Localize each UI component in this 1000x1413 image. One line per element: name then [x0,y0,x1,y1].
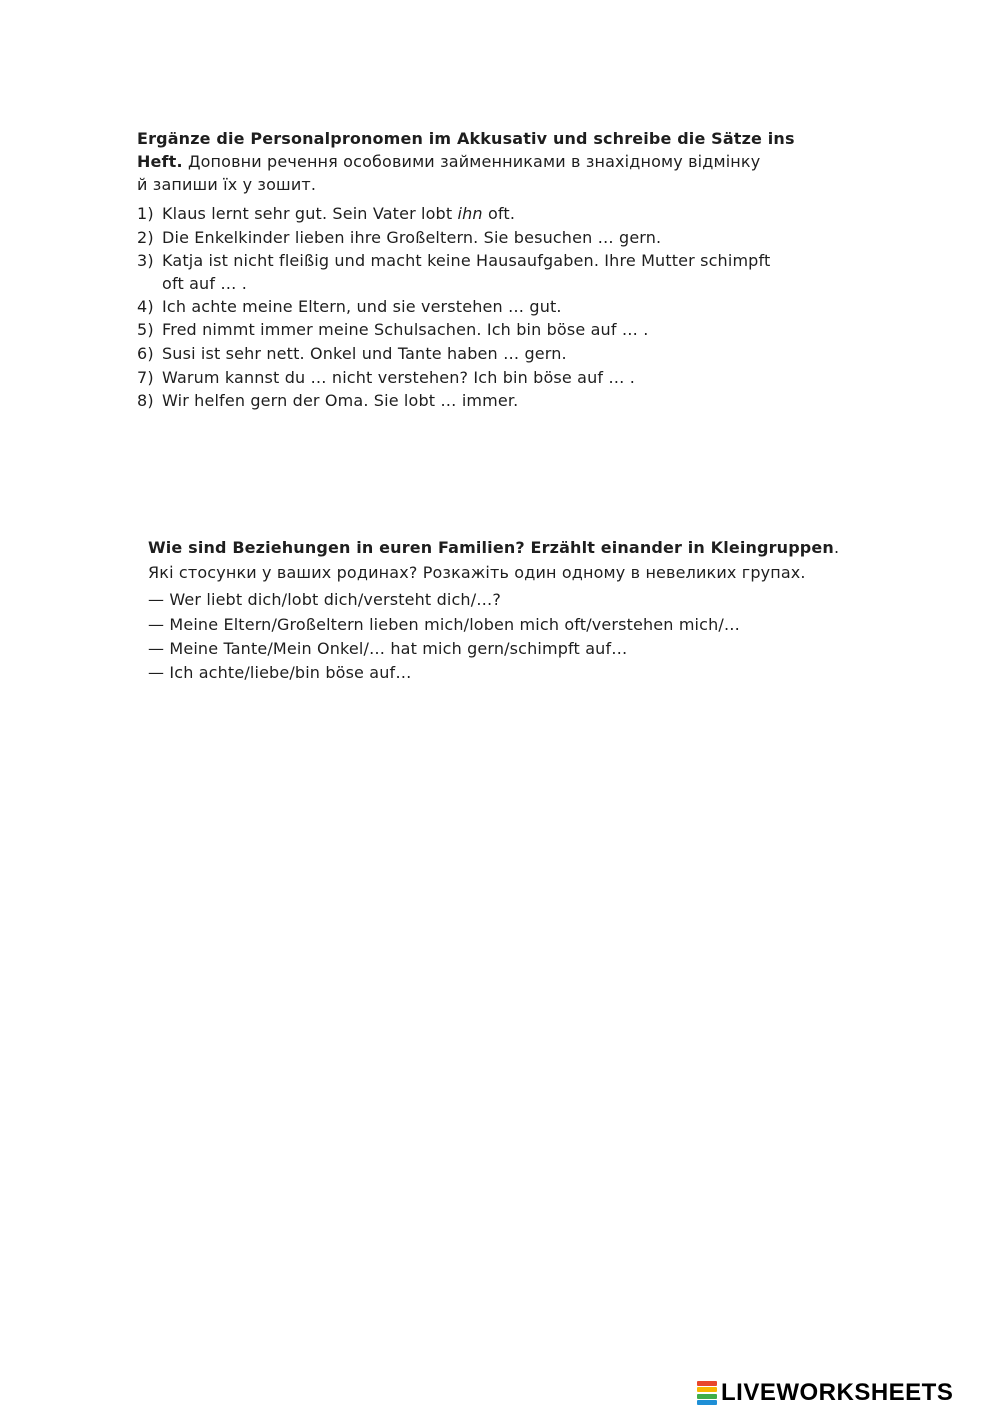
task1-heading-line2 [137,151,760,173]
task2-heading-period: . [833,538,840,557]
task2-dialogue-line: — Wer liebt dich/lobt dich/versteht dich/…? [148,590,502,609]
logo-stripe-blue [697,1400,717,1405]
logo-stripe-red [697,1381,717,1386]
task2-heading-line [148,537,839,559]
task2-dialogue-line: — Meine Tante/Mein Onkel/… hat mich gern/schimpft auf… [148,639,628,658]
item-text: Warum kannst du … nicht verstehen? Ich bin böse auf … . [162,368,636,387]
item-text: Katja ist nicht fleißig und macht keine Hausaufgaben. Ihre Mutter schimpft [162,251,771,270]
task1-heading: Ergänze die Personalpronomen im Akkusativ und schreibe die Sätze ins [137,129,795,148]
logo-stripe-green [697,1394,717,1399]
task1-item [137,390,518,412]
logo-stripe-yellow [697,1387,717,1392]
item-number: 8) [137,391,154,410]
item-text: Wir helfen gern der Oma. Sie lobt … immer. [162,391,519,410]
task1-item [137,227,661,249]
logo-text: LIVEWORKSHEETS [721,1379,954,1406]
task1-heading-bold-part: Heft. [137,152,183,171]
item-number: 2) [137,228,154,247]
task1-instruction-ua: Доповни речення особовими займенниками в знахідному відмінку [187,152,761,171]
item-number: 5) [137,320,154,339]
item-number: 1) [137,204,154,223]
task1-instruction-ua-cont: й запиши їх у зошит. [137,175,317,194]
task1-item [137,319,648,341]
task1-item [137,343,567,365]
item-number: 6) [137,344,154,363]
item-text: Susi ist sehr nett. Onkel und Tante haben … gern. [162,344,567,363]
item-text: Die Enkelkinder lieben ihre Großeltern. Sie besuchen … gern. [162,228,662,247]
item-text-before: Klaus lernt sehr gut. Sein Vater lobt [162,204,458,223]
item-number: 3) [137,251,154,270]
task1-item [137,296,562,318]
task1-item-continuation: oft auf … . [162,274,247,293]
item-text-italic: ihn [457,204,483,223]
task2-dialogue-line: — Ich achte/liebe/bin böse auf… [148,663,412,682]
logo-mark-icon [697,1381,717,1405]
item-number: 7) [137,368,154,387]
task1-item [137,250,770,272]
item-number: 4) [137,297,154,316]
task2-heading: Wie sind Beziehungen in euren Familien? Erzählt einander in Kleingruppen [148,538,834,557]
task2-instruction-ua: Які стосунки у ваших родинах? Розкажіть один одному в невеликих групах. [148,563,806,582]
task1-item [137,367,635,389]
task2-dialogue-line: — Meine Eltern/Großeltern lieben mich/loben mich oft/verstehen mich/… [148,615,741,634]
item-text-after: oft. [482,204,516,223]
item-text: Fred nimmt immer meine Schulsachen. Ich bin böse auf … . [162,320,649,339]
liveworksheets-logo[interactable] [697,1380,953,1406]
task1-item [137,203,515,225]
item-text: Ich achte meine Eltern, und sie verstehen … gut. [162,297,562,316]
